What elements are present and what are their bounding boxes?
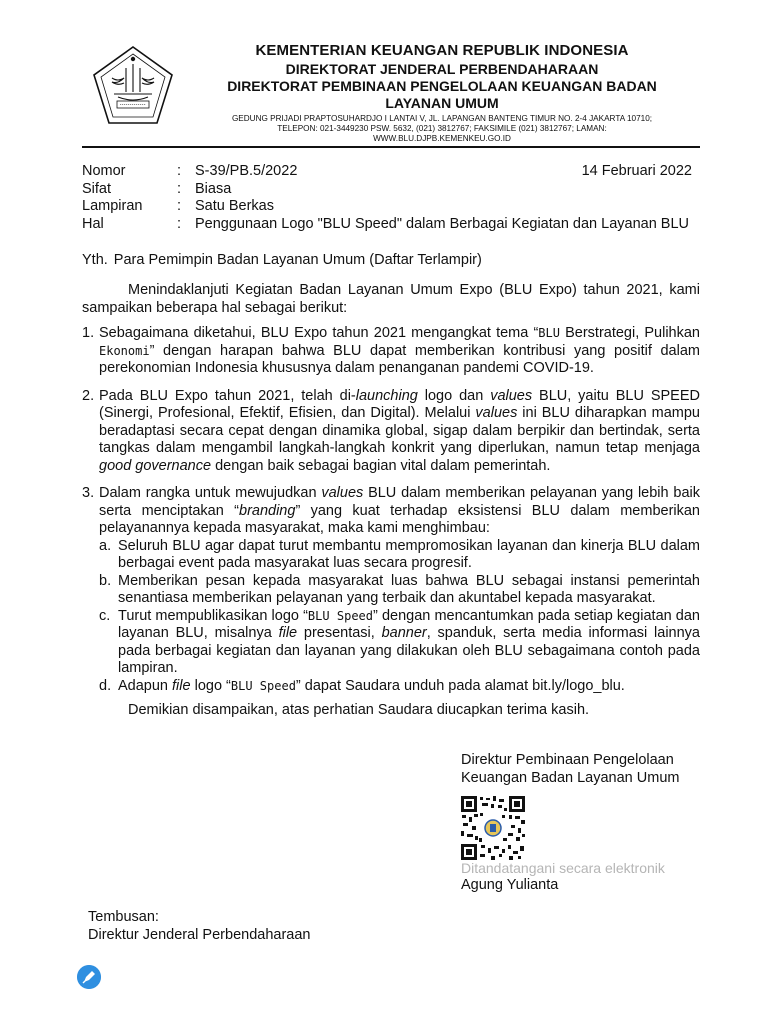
- list-item-1: [82, 325, 700, 378]
- text-run: BLU Speed: [230, 678, 296, 693]
- text-run: BLU dalam memberikan pelayanan yang lebih baik serta menciptakan “: [99, 485, 700, 519]
- sifat-label: Sifat: [82, 180, 112, 197]
- directorate-name-line2: LAYANAN UMUM: [385, 95, 499, 111]
- text-run: ini BLU diharapkan mampu beradaptasi secara cepat dengan dinamika global, sigap dalam berpikir dan bertindak, serta tangkas dalam mengambil langkah-langkah konkrit yang diperlukan, namun tetap menjaga: [99, 405, 700, 456]
- hal-value: Penggunaan Logo "BLU Speed" dalam Berbagai Kegiatan dan Layanan BLU: [195, 215, 690, 232]
- carbon-copy-item: Direktur Jenderal Perbendaharaan: [88, 926, 311, 943]
- addressee-label: Yth.: [82, 252, 108, 268]
- hal-label: Hal: [82, 215, 104, 232]
- carbon-copy-label: Tembusan:: [88, 909, 159, 925]
- item-number: 3.: [82, 485, 95, 501]
- colon: :: [177, 198, 182, 214]
- text-run: banner: [381, 625, 427, 641]
- letter-date: 14 Februari 2022: [581, 163, 692, 179]
- text-run: BLU Speed: [307, 608, 374, 623]
- text-run: Memberikan pesan kepada masyarakat luas bahwa BLU sebagai instansi pemerintah senantiasa memberikan pelayanan yang terbaik dan akuntabel kepada masyarakat.: [118, 572, 700, 606]
- lampiran-value: Satu Berkas: [195, 198, 274, 214]
- letterhead-text: [184, 41, 700, 144]
- letterhead: [82, 38, 700, 143]
- text-run: Seluruh BLU agar dapat turut membantu mempromosikan layanan dan kinerja BLU dalam berbagai event pada masyarakat luas secara progresif.: [118, 537, 700, 571]
- text-run: ” dengan harapan bahwa BLU dapat memberikan kontribusi yang positif dalam perekonomian Indonesia khususnya dalam penanganan pandemi COVID-19.: [99, 342, 700, 376]
- sub-item-letter: a.: [99, 537, 112, 554]
- intro-paragraph: Menindaklanjuti Kegiatan Badan Layanan Umum Expo (BLU Expo) tahun 2021, kami sampaikan beberapa hal sebagai berikut:: [82, 282, 700, 316]
- text-run: Berstrategi, Pulihkan: [559, 325, 700, 341]
- sub-item-letter: d.: [99, 677, 112, 694]
- text-run: Ekonomi: [99, 343, 150, 358]
- item-number: 2.: [82, 387, 95, 404]
- meta-lampiran: [82, 198, 700, 216]
- meta-nomor: [82, 163, 700, 181]
- text-run: file: [278, 625, 298, 641]
- kemenkeu-emblem-icon: [90, 44, 176, 130]
- text-run: ” dengan mencantumkan pada setiap kegiatan dan layanan BLU, misalnya: [118, 607, 700, 641]
- sub-item-d: [99, 678, 700, 696]
- nomor-label: Nomor: [82, 163, 126, 179]
- signature-title-line2: Keuangan Badan Layanan Umum: [461, 769, 680, 786]
- signature-title-line1: Direktur Pembinaan Pengelolaan: [461, 752, 674, 768]
- sifat-value: Biasa: [195, 180, 232, 197]
- text-run: ” dapat Saudara unduh pada alamat bit.ly/logo_blu.: [295, 677, 625, 694]
- text-run: BLU: [538, 326, 560, 340]
- sub-item-c: [99, 608, 700, 678]
- signature-title: [461, 752, 721, 787]
- qr-code-icon: [461, 796, 525, 860]
- address-line3: WWW.BLU.DJPB.KEMENKEU.GO.ID: [373, 134, 511, 143]
- text-run: Dalam rangka untuk mewujudkan: [99, 485, 322, 501]
- sub-item-letter: c.: [99, 607, 111, 624]
- text-run: Turut mempublikasikan logo “: [118, 607, 308, 624]
- sub-item-a: [99, 538, 700, 573]
- text-run: file: [172, 677, 191, 694]
- text-run: dengan baik sebagai bagian vital dalam pemerintah.: [211, 457, 551, 474]
- address-line2: TELEPON: 021-3449230 PSW. 5632, (021) 3812767; FAKSIMILE (021) 3812767; LAMAN:: [277, 124, 607, 133]
- text-run: good governance: [99, 457, 212, 474]
- addressee: [82, 252, 482, 268]
- text-run: values: [321, 485, 364, 501]
- colon: :: [177, 215, 182, 232]
- ministry-name: KEMENTERIAN KEUANGAN REPUBLIK INDONESIA: [255, 42, 629, 59]
- text-run: , spanduk, serta media informasi lainnya pada berbagai kegiatan dan layanan yang dilakukan oleh BLU sebagaimana contoh pada lampiran.: [118, 625, 700, 676]
- text-run: Pada BLU Expo tahun 2021, telah di-: [99, 387, 356, 404]
- item-number: 1.: [82, 325, 95, 341]
- list-item-3: [82, 485, 700, 695]
- nomor-value: S-39/PB.5/2022: [195, 163, 298, 179]
- meta-sifat: [82, 181, 700, 199]
- meta-hal: [82, 216, 700, 234]
- text-run: presentasi,: [297, 625, 382, 641]
- text-run: branding: [239, 502, 296, 519]
- directorate-name-line1: DIREKTORAT PEMBINAAN PENGELOLAAN KEUANGAN BADAN: [227, 78, 657, 94]
- letter-body: [82, 282, 700, 720]
- text-run: Sebagaimana diketahui, BLU Expo tahun 2021 mengangkat tema “: [99, 325, 539, 341]
- text-run: Adapun: [118, 677, 173, 694]
- text-run: ” yang kuat terhadap eksistensi BLU dalam memberikan pelayanannya kepada masyarakat, maka kami menghimbau:: [99, 502, 700, 536]
- text-run: BLU, yaitu BLU SPEED (Sinergi, Profesional, Efektif, Efisien, dan Digital). Melalui: [99, 387, 700, 421]
- text-run: launching: [355, 387, 418, 404]
- electronic-signature-note: Ditandatangani secara elektronik: [461, 860, 665, 876]
- letter-meta: [82, 163, 700, 233]
- closing-paragraph: Demikian disampaikan, atas perhatian Saudara diucapkan terima kasih.: [128, 702, 590, 718]
- sub-item-letter: b.: [99, 572, 112, 589]
- pen-badge-icon: [77, 965, 101, 989]
- letterhead-divider: [82, 146, 700, 148]
- signer-name: Agung Yulianta: [461, 877, 559, 893]
- carbon-copy: [88, 909, 310, 944]
- text-run: logo “: [190, 677, 231, 694]
- addressee-text: Para Pemimpin Badan Layanan Umum (Daftar Terlampir): [113, 252, 482, 268]
- colon: :: [177, 163, 182, 179]
- lampiran-label: Lampiran: [82, 198, 143, 214]
- text-run: logo dan: [417, 387, 491, 404]
- colon: :: [177, 180, 182, 197]
- text-run: values: [490, 387, 533, 404]
- text-run: values: [475, 405, 518, 421]
- list-item-2: [82, 388, 700, 476]
- directorate-general-name: DIREKTORAT JENDERAL PERBENDAHARAAN: [285, 61, 599, 77]
- item-3-text: [99, 485, 700, 538]
- address-block: [184, 114, 700, 144]
- address-line1: GEDUNG PRIJADI PRAPTOSUHARDJO I LANTAI V, JL. LAPANGAN BANTENG TIMUR NO. 2-4 JAKARTA 10710;: [231, 114, 653, 123]
- sub-item-b: [99, 573, 700, 608]
